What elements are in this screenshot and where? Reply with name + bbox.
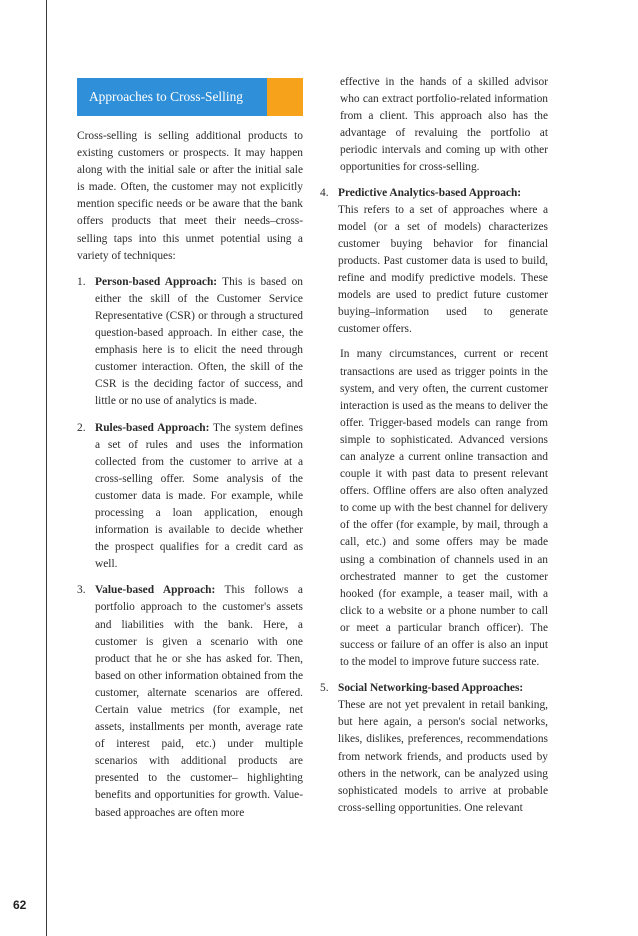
left-column — [77, 128, 303, 822]
intro-paragraph: Cross-selling is selling additional products to existing customers or prospects. It may happen along with the initial sale or after the initial sale is made. Often, the customer may not explicitly mention specific needs or be aware that the bank offers products that meet their needs–cross-selling taps into this unmet potential using a variety of techniques: — [77, 130, 303, 262]
trigger-models-paragraph: In many circumstances, current or recent transactions are used as trigger points in the system, and very often, the current customer interaction is used as the means to deliver the offer. Trigger-based models can range from simple to sophisticated. Advanced versions can analyze a current online transaction and couple it with past data to present relevant offers. Offline offers are also often analyzed to come up with the best channel for delivery of the offer (for example, by mail, through a call, etc.) and some offers may be made using a combination of channels used in an orchestrated manner to get the customer hooked (for example, a teaser mail, with a click to a website or a phone number to call or meet a particular branch officer). The success or failure of an offer is also an input to the model to improve future success rate. — [340, 348, 548, 669]
list-item-text: These are not yet prevalent in retail banking, but here again, a person's social networks, likes, dislikes, preferences, recommendations from network friends, and products used by others in the network, can be analyzed using sophisticated models to arrive at probable cross-selling opportunities. One relevant — [338, 699, 548, 814]
list-item-2 — [77, 420, 303, 574]
list-item-title: Person-based Approach: — [95, 275, 218, 288]
list-item-text: This refers to a set of approaches where a model (or a set of models) characterizes customer buying behavior for financial products. Past customer data is used to build, refine and modify predictive models. These models are used to predict future customer buying–information used to generate customer offers. — [338, 203, 548, 336]
section-heading-accent — [267, 78, 303, 116]
list-number: 2. — [77, 421, 86, 434]
section-heading — [77, 78, 303, 116]
list-item-title: Predictive Analytics-based Approach: — [338, 186, 522, 199]
list-item-title: Rules-based Approach: — [95, 421, 210, 434]
list-number: 1. — [77, 275, 86, 288]
list-number: 3. — [77, 584, 86, 597]
list-item-4 — [320, 185, 548, 339]
page-number: 62 — [13, 898, 27, 912]
list-item-1 — [77, 274, 303, 411]
list-number: 4. — [320, 186, 329, 199]
list-item-text: This is based on either the skill of the Customer Service Representative (CSR) or through a structured question-based approach. In either case, the emphasis here is to elicit the need through customer interaction. Often, the skill of the CSR is the deciding factor of success, and little or no use of analytics is made. — [95, 275, 304, 408]
list-item-3 — [77, 582, 303, 821]
list-item-title: Social Networking-based Approaches: — [338, 682, 524, 695]
page-side-rule — [46, 0, 47, 936]
continuation-paragraph: effective in the hands of a skilled advisor who can extract portfolio-related information from a client. This approach also has the advantage of revaluing the portfolio at periodic intervals and coming up with other opportunities for cross-selling. — [340, 76, 548, 174]
list-item-5 — [320, 680, 548, 817]
list-number: 5. — [320, 682, 329, 695]
section-heading-label: Approaches to Cross-Selling — [77, 78, 267, 116]
right-column — [320, 74, 548, 817]
list-item-text: This follows a portfolio approach to the customer's assets and liabilities with the bank. Here, a customer is given a scenario with one product that he or she has asked for. Then, based on other information obtained from the customer, alternate scenarios are offered. Certain value metrics (for example, net assets, installments per month, average rate of interest paid, etc.) under multiple scenarios with additional products are presented to the customer– highlighting benefits and opportunities for growth. Value-based approaches are often more — [95, 584, 303, 819]
list-item-text: The system defines a set of rules and uses the information collected from the customer to arrive at a cross-selling offer. Some analysis of the customer data is made. For example, while processing a loan application, enough information is available to decide whether the prospect qualifies for a credit card as well. — [95, 421, 303, 571]
list-item-title: Value-based Approach: — [95, 584, 216, 597]
